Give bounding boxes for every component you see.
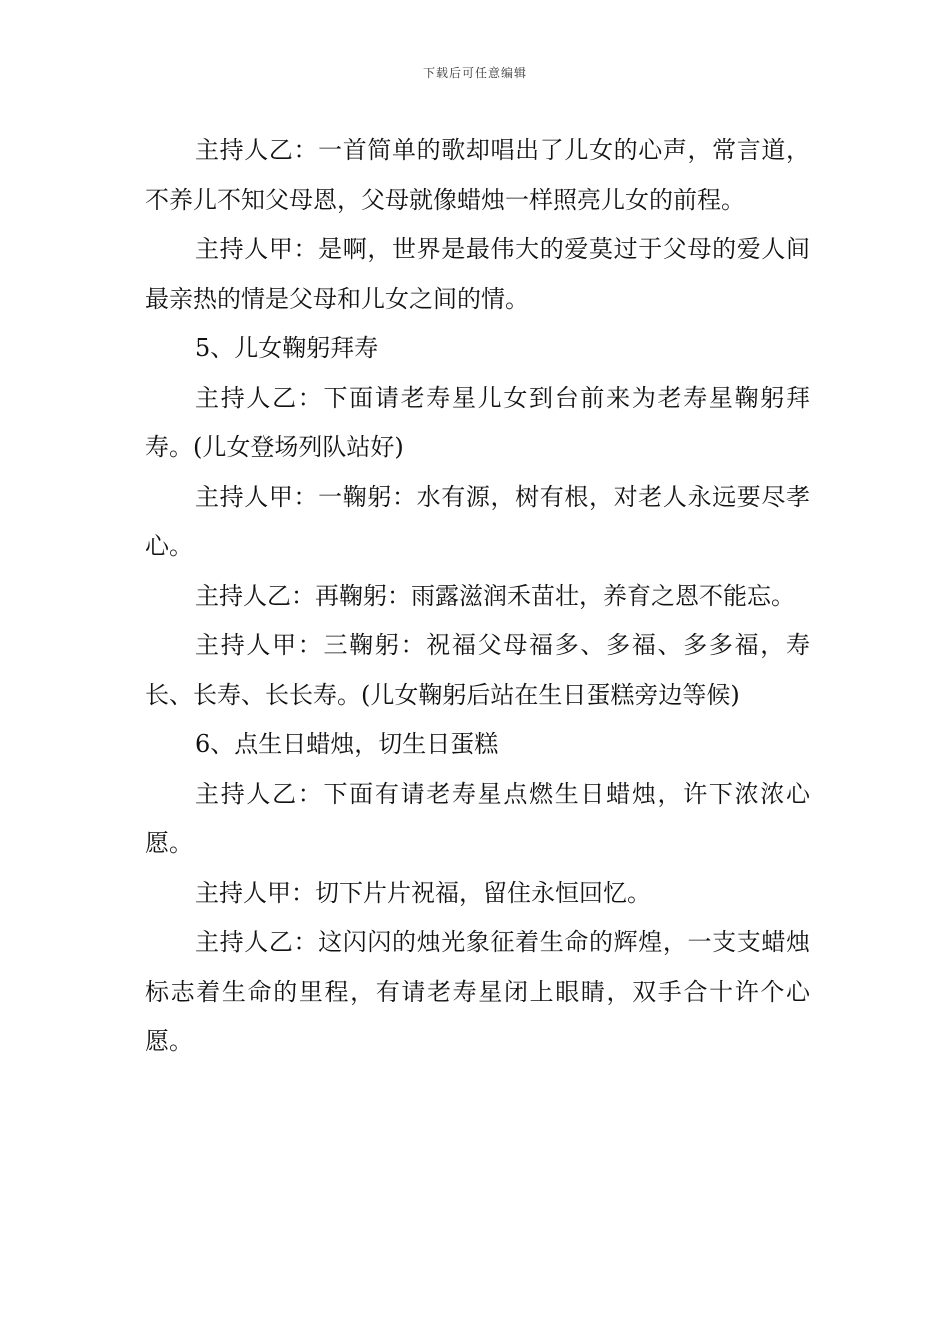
section-heading-candles: 6、点生日蜡烛，切生日蛋糕 <box>195 730 499 758</box>
paragraph-make-wish: 主持人乙：这闪闪的烛光象征着生命的辉煌，一支支蜡烛标志着生命的里程，有请老寿星闭上眼睛，双手合十许个心愿。 <box>145 928 810 1055</box>
paragraph-light-candles: 主持人乙：下面有请老寿星点燃生日蜡烛，许下浓浓心愿。 <box>145 779 810 857</box>
paragraph-first-bow: 主持人甲：一鞠躬：水有源，树有根，对老人永远要尽孝心。 <box>145 482 810 560</box>
section-heading-bow: 5、儿女鞠躬拜寿 <box>195 334 379 362</box>
paragraph-cut-cake: 主持人甲：切下片片祝福，留住永恒回忆。 <box>195 878 651 907</box>
paragraph-third-bow: 主持人甲：三鞠躬：祝福父母福多、多福、多多福，寿长、长寿、长长寿。(儿女鞠躬后站在生日蛋糕旁边等候) <box>145 631 810 709</box>
paragraph-host-yi-song: 主持人乙：一首简单的歌却唱出了儿女的心声，常言道，不养儿不知父母恩，父母就像蜡烛一样照亮儿女的前程。 <box>145 136 810 214</box>
page-header: 下载后可任意编辑 <box>422 66 527 80</box>
document-body <box>145 126 810 1067</box>
paragraph-host-jia-love: 主持人甲：是啊，世界是最伟大的爱莫过于父母的爱人间最亲热的情是父母和儿女之间的情。 <box>145 235 810 313</box>
paragraph-second-bow: 主持人乙：再鞠躬：雨露滋润禾苗壮，养育之恩不能忘。 <box>195 581 795 610</box>
paragraph-host-yi-invite: 主持人乙：下面请老寿星儿女到台前来为老寿星鞠躬拜寿。(儿女登场列队站好) <box>145 383 810 461</box>
